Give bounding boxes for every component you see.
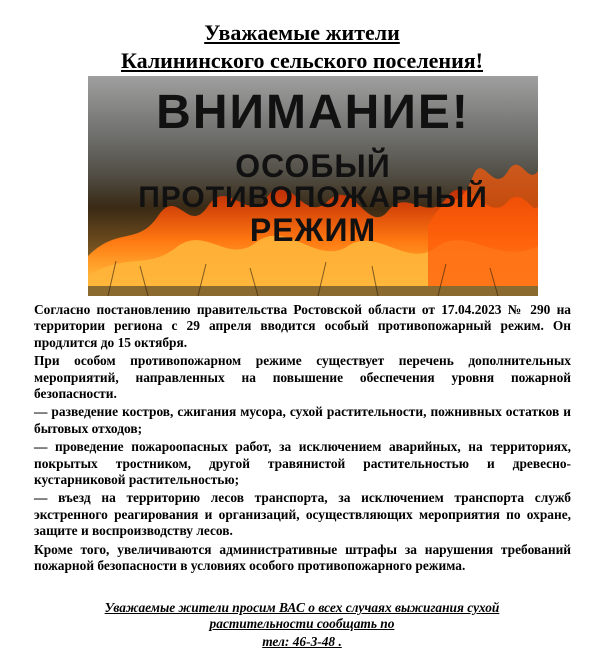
banner-special: ОСОБЫЙ bbox=[235, 148, 391, 184]
notice-body bbox=[34, 302, 571, 577]
heading-line-2: Калининского сельского поселения! bbox=[120, 48, 484, 73]
warning-banner-image bbox=[88, 76, 538, 296]
banner-attention: ВНИМАНИЕ! bbox=[156, 86, 470, 139]
footer-line-1: Уважаемые жители просим ВАС о всех случаях выжигания сухой bbox=[104, 600, 500, 615]
paragraph-ban-entry: — въезд на территорию лесов транспорта, за исключением транспорта служб экстренного реагирования и организаций, осуществляющих мероприятия по охране, защите и воспроизводству лесов. bbox=[34, 490, 571, 539]
paragraph-ban-fires: — разведение костров, сжигания мусора, сухой растительности, пожнивных остатков и бытовых отходов; bbox=[34, 404, 571, 436]
banner-fire-prevention: ПРОТИВОПОЖАРНЫЙ bbox=[138, 181, 488, 214]
paragraph-fines: Кроме того, увеличиваются административные штрафы за нарушения требований пожарной безопасности в условиях особого противопожарного режима. bbox=[34, 541, 571, 574]
banner-regime: РЕЖИМ bbox=[249, 212, 377, 248]
footer-phone: тел: 46-3-48 . bbox=[262, 634, 342, 649]
heading-line-1: Уважаемые жители bbox=[204, 20, 400, 45]
paragraph-decree: Согласно постановлению правительства Ростовской области от 17.04.2023 № 290 на территории региона с 29 апреля вводится особый противопожарный режим. Он продлится до 15 октября. bbox=[34, 302, 571, 350]
paragraph-measures: При особом противопожарном режиме существует перечень дополнительных мероприятий, направленных на повышение обеспечения уровня пожарной безопасности. bbox=[34, 353, 571, 402]
paragraph-ban-works: — проведение пожароопасных работ, за исключением аварийных, на территориях, покрытых тростником, другой травянистой растительностью и древесно-кустарниковой растительностью; bbox=[34, 439, 571, 488]
footer-line-2: растительности сообщать по bbox=[209, 616, 395, 631]
